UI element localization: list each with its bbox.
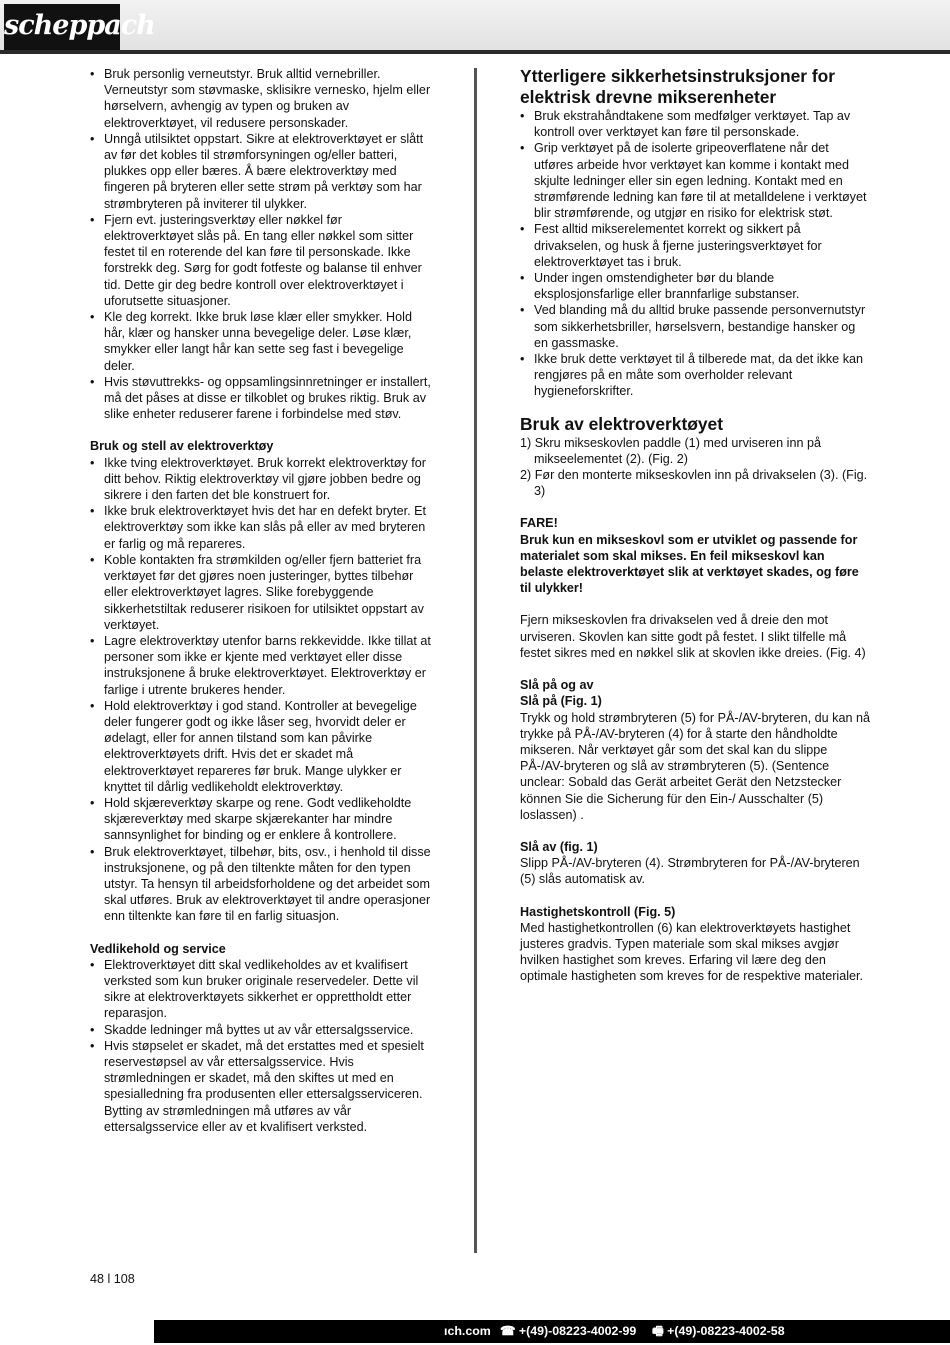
intro-list bbox=[90, 66, 435, 422]
list-item: • Fest alltid mikserelementet korrekt og sikkert på drivakselen, og husk å fjerne justeringsverktøyet for elektroverktøyet tas i bruk. bbox=[520, 221, 870, 270]
care-list bbox=[90, 455, 435, 925]
scheppach-logo: scheppach bbox=[4, 4, 120, 50]
left-column bbox=[90, 66, 435, 1135]
step-item: 1) Skru mikseskovlen paddle (1) med urviseren inn på mikseelementet (2). (Fig. 2) bbox=[520, 435, 821, 466]
heading-use: Bruk av elektroverktøyet bbox=[520, 413, 723, 434]
off-paragraph: Slipp PÅ-/AV-bryteren (4). Strømbryteren for PÅ-/AV-bryteren (5) slås automatisk av. bbox=[520, 856, 860, 887]
heading-off: Slå av (fig. 1) bbox=[520, 839, 598, 854]
heading-onoff: Slå på og av bbox=[520, 678, 594, 693]
list-item: • Bruk elektroverktøyet, tilbehør, bits, osv., i henhold til disse instruksjonene, og på den tiltenkte måten for den typen utstyr. Ta hensyn til arbeidsforholdene og det arbeidet som skal utføres. Bruk av elektroverktøyet til andre operasjoner enn tiltenkte kan føre til en farlig situasjon. bbox=[90, 844, 435, 925]
list-item: • Koble kontakten fra strømkilden og/eller fjern batteriet fra verktøyet før det gjøres noen justeringer, byttes tilbehør eller elektroverktøyet lagres. Slike forebyggende sikkerhetstiltak reduserer risikoen for utilsiktet oppstart av verktøyet. bbox=[90, 552, 435, 633]
footer-website: ıch.com bbox=[444, 1324, 491, 1338]
section-heading-service: Vedlikehold og service bbox=[90, 941, 226, 956]
heading-speed: Hastighetskontroll (Fig. 5) bbox=[520, 904, 676, 919]
list-item: • Bruk ekstrahåndtakene som medfølger verktøyet. Tap av kontroll over verktøyet kan føre til personskade. bbox=[520, 108, 870, 140]
right-column bbox=[520, 66, 870, 985]
safety-list bbox=[520, 108, 870, 400]
page-number: 48 l 108 bbox=[90, 1272, 135, 1286]
step-item: 2) Før den monterte mikseskovlen inn på drivakselen (3). (Fig. 3) bbox=[520, 468, 868, 499]
footer-phone: ☎ +(49)-08223-4002-99 bbox=[500, 1324, 637, 1338]
list-item: • Grip verktøyet på de isolerte gripeoverflatene når det utføres arbeide hvor verktøyet kan komme i kontakt med skjulte ledninger eller sin egen ledning. Kontakt med en strømførende ledning kan føre til at metalldelene i verktøyet blir strømførende, og utgjør en risiko for elektrisk støt. bbox=[520, 140, 870, 221]
list-item: • Skadde ledninger må byttes ut av vår ettersalgsservice. bbox=[90, 1022, 435, 1038]
danger-text: Bruk kun en mikseskovl som er utviklet og passende for materialet som skal mikses. En feil mikseskovl kan belaste elektroverktøyet slik at verktøyet skades, og føre til ulykker! bbox=[520, 532, 859, 596]
list-item: • Elektroverktøyet ditt skal vedlikeholdes av et kvalifisert verksted som kun bruker originale reservedeler. Dette vil sikre at elektroverktøyets sikkerhet er opprettholdt etter reparasjon. bbox=[90, 957, 435, 1022]
list-item: • Ikke bruk dette verktøyet til å tilberede mat, da det ikke kan rengjøres på en måte som overholder relevant hygieneforskrifter. bbox=[520, 351, 870, 400]
list-item: • Ikke tving elektroverktøyet. Bruk korrekt elektroverktøy for ditt behov. Riktig elektroverktøy vil gjøre jobben bedre og sikrere i den farten det ble konstruert for. bbox=[90, 455, 435, 504]
danger-label: FARE! bbox=[520, 516, 558, 531]
footer-bar bbox=[154, 1320, 950, 1343]
list-item: • Fjern evt. justeringsverktøy eller nøkkel før elektroverktøyet slås på. En tang eller nøkkel som sitter festet til en roterende del kan føre til personskade. Ikke forstrekk deg. Sørg for godt fotfeste og balanse til enhver tid. Dette gir deg bedre kontroll over elektroverktøyet i uforutsette situasjoner. bbox=[90, 212, 435, 309]
column-divider bbox=[474, 68, 477, 1253]
header-rule bbox=[0, 50, 950, 54]
heading-safety: Ytterligere sikkerhetsinstruksjoner for elektrisk drevne mikserenheter bbox=[520, 66, 836, 107]
list-item: • Unngå utilsiktet oppstart. Sikre at elektroverktøyet er slått av før det kobles til strømforsyningen og/eller batteri, plukkes opp eller bæres. Å bære elektroverktøy med fingeren på bryteren eller sette strøm på verktøy som har strømbryteren på inviterer til ulykker. bbox=[90, 131, 435, 212]
list-item: • Ikke bruk elektroverktøyet hvis det har en defekt bryter. Et elektroverktøy som ikke kan slås på eller av med bryteren er farlig og må repareres. bbox=[90, 503, 435, 552]
on-paragraph: Trykk og hold strømbryteren (5) for PÅ-/AV-bryteren, du kan nå trykke på PÅ-/AV-bryteren (4) for å starte den håndholdte mikseren. Når verktøyet går som det skal kan du slippe PÅ-/AV-bryteren og slå av strømbryteren (5). (Sentence unclear: Sobald das Gerät arbeitet Gerät den Netzstecker können Sie die Sicherung für den Ein-/ Ausschalter (5) loslassen) . bbox=[520, 710, 870, 822]
list-item: • Hold elektroverktøy i god stand. Kontroller at bevegelige deler fungerer godt og ikke låser seg, hvorvidt deler er ødelagt, eller for annen tilstand som kan påvirke elektroverktøyets drift. Hvis det er skadet må elektroverktøyet repareres før bruk. Mange ulykker er knyttet til dårlig vedlikeholdt elektroverktøy. bbox=[90, 698, 435, 795]
list-item: • Under ingen omstendigheter bør du blande eksplosjonsfarlige eller brannfarlige substanser. bbox=[520, 270, 870, 302]
remove-paragraph: Fjern mikseskovlen fra drivakselen ved å dreie den mot urviseren. Skovlen kan sitte godt på festet. I slikt tilfelle må festet sikres med en nøkkel slik at skovlen ikke dreies. (Fig. 4) bbox=[520, 613, 866, 660]
heading-on: Slå på (Fig. 1) bbox=[520, 694, 602, 709]
list-item: • Hold skjæreverktøy skarpe og rene. Godt vedlikeholdte skjæreverktøy med skarpe skjærekanter har mindre sannsynlighet for binding og er enklere å kontrollere. bbox=[90, 795, 435, 844]
list-item: • Lagre elektroverktøy utenfor barns rekkevidde. Ikke tillat at personer som ikke er kjente med verktøyet eller disse instruksjonene å bruke elektroverktøyet. Elektroverktøy er farlige i utrente brukeres hender. bbox=[90, 633, 435, 698]
list-item: • Ved blanding må du alltid bruke passende personvernutstyr som sikkerhetsbriller, hørselsvern, bestandige hansker og en gassmaske. bbox=[520, 302, 870, 351]
list-item: • Hvis støpselet er skadet, må det erstattes med et spesielt reservestøpsel av vår ettersalgsservice. Hvis strømledningen er skadet, må den skiftes ut med en spesialledning fra produsenten eller ettersalgsserviceren. Bytting av strømledningen må utføres av vår ettersalgsservice eller av et kvalifisert verksted. bbox=[90, 1038, 435, 1135]
list-item: • Hvis støvuttrekks- og oppsamlingsinnretninger er installert, må det påses at disse er tilkoblet og brukes riktig. Bruk av slike enheter reduserer farene i forbindelse med støv. bbox=[90, 374, 435, 423]
speed-paragraph: Med hastighetkontrollen (6) kan elektroverktøyets hastighet justeres gradvis. Typen materiale som skal mikses avgjør hvilken hastighet som kreves. Erfaring vil lære deg den optimale hastigheten som kreves for de respektive materialer. bbox=[520, 920, 863, 984]
service-list bbox=[90, 957, 435, 1135]
list-item: • Bruk personlig verneutstyr. Bruk alltid vernebriller. Verneutstyr som støvmaske, sklisikre vernesko, hjelm eller hørselvern, avhengig av typen og bruken av elektroverktøyet, vil redusere personskader. bbox=[90, 66, 435, 131]
header-bar bbox=[0, 0, 950, 50]
section-heading-care: Bruk og stell av elektroverktøy bbox=[90, 439, 274, 454]
list-item: • Kle deg korrekt. Ikke bruk løse klær eller smykker. Hold hår, klær og hansker unna bevegelige deler. Løse klær, smykker eller langt hår kan sette seg fast i bevegelige deler. bbox=[90, 309, 435, 374]
footer-fax: 🖷 +(49)-08223-4002-58 bbox=[652, 1324, 785, 1338]
